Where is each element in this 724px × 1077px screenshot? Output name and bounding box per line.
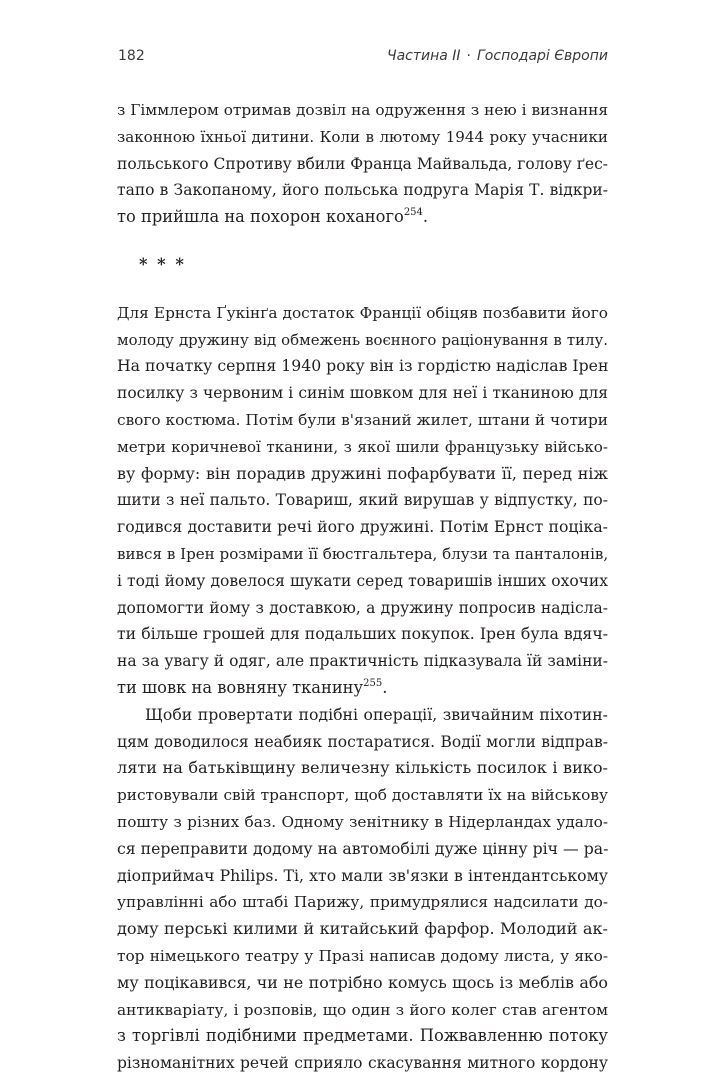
part-title: Частина II <box>386 48 461 64</box>
text-line: Для Ернста Ґукінґа достаток Франції обіцяв позбавити його <box>117 303 608 322</box>
text-line: ся переправити додому на автомобілі дуже цінну річ — ра- <box>117 838 609 858</box>
text-line: му поцікавився, чи не потрібно комусь щось із меблів або <box>117 972 608 992</box>
text-line: допомогти йому з доставкою, а дружину попросив надісла- <box>117 598 608 617</box>
text-line: ву форму: він порадив дружині пофарбувати її, перед ніж <box>117 463 608 483</box>
paragraph-3 <box>117 702 608 1077</box>
text-line: з торгівлі подібними предметами. Пожвавленню потоку <box>117 1026 608 1046</box>
text-line: На початку серпня 1940 року він із гордістю надіслав Ірен <box>117 356 609 376</box>
section-gap <box>117 231 608 252</box>
paragraph-1 <box>117 97 608 231</box>
text-line: ляти на батьківщину величезну кількість посилок і вико- <box>117 758 608 778</box>
text-line: дому перські килими й китайський фарфор. Молодий ак- <box>117 919 608 939</box>
text-line: законною їхньої дитини. Коли в лютому 1944 року учасники <box>117 127 608 146</box>
footnote-ref-255: 255 <box>363 677 383 689</box>
running-title <box>387 48 608 64</box>
text-line: тор німецького театру у Празі написав додому листа, у яко- <box>117 946 608 965</box>
text-line: годився доставити речі його дружині. Потім Ернст поціка- <box>117 517 608 537</box>
text-line: метри коричневої тканини, з якої шили французьку військо- <box>117 437 608 456</box>
text-line: вився в Ірен розмірами її бюстгальтера, блузи та панталонів, <box>117 544 609 563</box>
footnote-ref-254: 254 <box>403 207 423 219</box>
text-line: тапо в Закопаному, його польська подруга Марія Т. відкри- <box>117 181 608 200</box>
text-line-last: то прийшла на похорон коханого$^{254}$. <box>117 207 429 227</box>
section-gap <box>117 279 608 300</box>
text-line: різноманітних речей сприяло скасування митного кордону <box>117 1054 608 1073</box>
text-line: пошту з різних баз. Одному зенітнику в Нідерландах удало- <box>117 812 608 831</box>
text-line: польського Спротиву вбили Франца Майвальда, голову ґес- <box>117 154 608 173</box>
section-break: * * * <box>139 254 186 274</box>
text-line: і тоді йому довелося шукати серед товаришів інших охочих <box>117 571 608 590</box>
text-line: ти більше грошей для подальших покупок. Ірен була вдяч- <box>117 624 608 644</box>
text-line: ристовували свій транспорт, щоб доставляти їх на військову <box>117 786 608 805</box>
text-line: з Гіммлером отримав дозвіл на одруження з нею і визнання <box>117 101 608 119</box>
body-text <box>117 97 608 1077</box>
text-line: молоду дружину від обмежень воєнного раціонування в тилу. <box>117 330 608 349</box>
text-line: шити з неї пальто. Товариш, який вирушав у відпустку, по- <box>117 491 608 510</box>
running-head <box>118 48 608 70</box>
text-line: цям доводилося неабияк постаратися. Водії могли відправ- <box>117 732 608 751</box>
header-separator: · <box>466 48 471 64</box>
text-line: управлінні або штабі Парижу, примудрялися надсилати до- <box>117 893 608 912</box>
paragraph-2 <box>117 300 608 702</box>
section-title: Господарі Європи <box>477 48 608 64</box>
text-line-last: ти шовк на вовняну тканину$^{255}$. <box>117 677 388 697</box>
text-line: діоприймач Philips. Ті, хто мали зв'язки в інтендантському <box>117 865 608 885</box>
text-line: свого костюма. Потім були в'язаний жилет, штани й чотири <box>117 410 608 429</box>
text-line: на за увагу й одяг, але практичність підказувала їй заміни- <box>117 652 608 671</box>
text-line: посилку з червоним і синім шовком для неї і тканиною для <box>117 384 608 403</box>
text-line: антикваріату, і розповів, що один з його колег став агентом <box>117 1000 608 1019</box>
text-line-indented: Щоби провертати подібні операції, звичайним піхотин- <box>145 704 608 724</box>
page-number: 182 <box>118 48 145 64</box>
